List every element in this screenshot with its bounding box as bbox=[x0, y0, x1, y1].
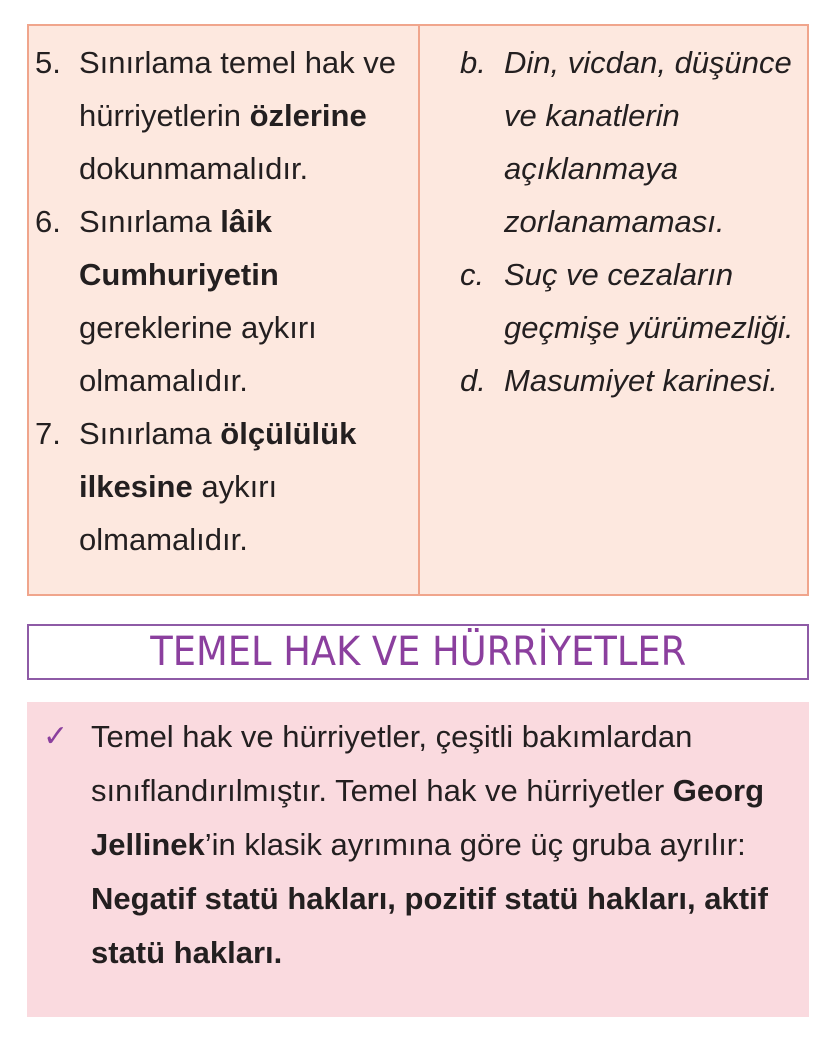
principle-item-c bbox=[460, 248, 807, 354]
section-heading-box bbox=[27, 624, 809, 680]
limitation-item-6 bbox=[35, 195, 418, 407]
limitations-column bbox=[29, 26, 420, 594]
item-letter: d. bbox=[460, 363, 486, 398]
principles-column bbox=[420, 26, 807, 594]
item-text: Din, vicdan, düşünce ve kanatlerin açıklanmaya zorlanamaması. bbox=[504, 45, 792, 239]
section-heading: TEMEL HAK VE HÜRRİYETLER bbox=[150, 629, 686, 675]
item-letter: c. bbox=[460, 257, 485, 292]
item-text: Suç ve cezaların geçmişe yürümezliği. bbox=[504, 257, 794, 345]
limitation-item-7 bbox=[35, 407, 418, 566]
note-text: Temel hak ve hürriyetler, çeşitli bakımlardan sınıflandırılmıştır. Temel hak ve hürriyetler Georg Jellinek’in klasik ayrımına göre üç gruba ayrılır: Negatif statü hakları, pozitif statü hakları, aktif statü hakları. bbox=[91, 719, 768, 970]
item-number: 7. bbox=[35, 416, 61, 451]
item-text: Sınırlama ölçülülük ilkesine aykırı olmamalıdır. bbox=[79, 416, 357, 557]
item-text: Masumiyet karinesi. bbox=[504, 363, 778, 398]
limitation-item-5 bbox=[35, 36, 418, 195]
item-number: 5. bbox=[35, 45, 61, 80]
item-text: Sınırlama temel hak ve hürriyetlerin özlerine dokunmamalıdır. bbox=[79, 45, 397, 186]
info-note bbox=[27, 702, 809, 1017]
item-letter: b. bbox=[460, 45, 486, 80]
checkmark-icon: ✓ bbox=[43, 719, 69, 754]
item-number: 6. bbox=[35, 204, 61, 239]
principle-item-b bbox=[460, 36, 807, 248]
limitations-table bbox=[27, 24, 809, 596]
principle-item-d bbox=[460, 354, 807, 407]
item-text: Sınırlama lâik Cumhuriyetin gereklerine aykırı olmamalıdır. bbox=[79, 204, 317, 398]
